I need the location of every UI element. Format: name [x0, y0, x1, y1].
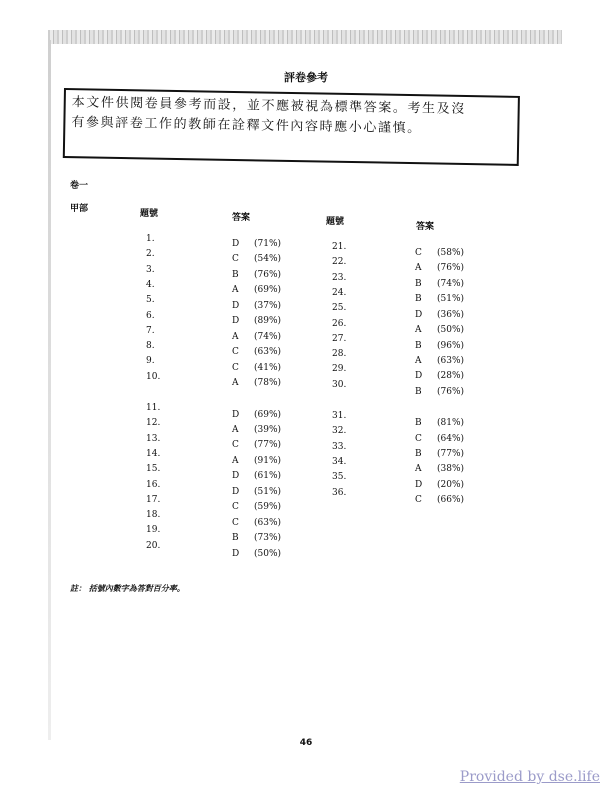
- answer-percentage: (78%): [254, 378, 282, 389]
- answer-letter: C: [232, 254, 239, 265]
- answer-percentage: (73%): [254, 533, 282, 544]
- answer-header-right: 答案: [416, 222, 435, 232]
- answer-entry: [232, 316, 281, 326]
- page-title: 評卷參考: [284, 71, 328, 84]
- question-number: 20.: [146, 540, 161, 551]
- answer-entry: [415, 464, 464, 474]
- answer-entry: [415, 279, 464, 289]
- answer-entry: [415, 356, 464, 366]
- answer-letter: C: [232, 502, 239, 513]
- answer-entry: [232, 440, 281, 450]
- question-number: 30.: [332, 379, 347, 390]
- answer-letter: D: [415, 371, 423, 382]
- question-number: 14.: [146, 448, 161, 459]
- answer-entry: [232, 254, 281, 264]
- answer-letter: B: [232, 269, 239, 280]
- answer-letter: A: [415, 325, 422, 336]
- answer-letter: A: [415, 263, 422, 274]
- answer-entry: [415, 341, 464, 351]
- answer-percentage: (39%): [254, 424, 282, 435]
- answer-entry: [415, 480, 464, 490]
- disclaimer-line-2: 有參與評卷工作的教師在詮釋文件內容時應小心謹慎。: [71, 115, 422, 137]
- answer-letter: D: [232, 316, 240, 327]
- question-number: 3.: [146, 264, 155, 275]
- answer-percentage: (81%): [437, 418, 465, 429]
- question-number: 15.: [146, 464, 161, 475]
- answer-entry: [232, 456, 281, 466]
- answer-letter: B: [232, 533, 239, 544]
- answer-entry: [415, 325, 464, 335]
- answer-entry: [415, 387, 464, 397]
- answer-percentage: (76%): [437, 386, 465, 397]
- answer-letter: D: [232, 300, 240, 311]
- answer-entry: [232, 471, 281, 481]
- question-number: 28.: [332, 349, 347, 360]
- answer-letter: C: [415, 433, 422, 444]
- answer-percentage: (59%): [254, 502, 282, 513]
- answer-letter: D: [232, 471, 240, 482]
- question-number: 10.: [146, 371, 161, 382]
- answer-entry: [232, 285, 281, 295]
- answer-entry: [415, 434, 464, 444]
- question-number: 8.: [146, 341, 155, 352]
- question-number: 24.: [332, 287, 347, 298]
- answer-letter: B: [415, 386, 422, 397]
- answer-percentage: (71%): [254, 239, 282, 249]
- question-number: 2.: [146, 249, 155, 260]
- answer-letter: A: [232, 424, 239, 435]
- question-number: 25.: [332, 303, 347, 314]
- answer-letter: D: [232, 239, 240, 249]
- disclaimer-line-1: 本文件供閱卷員參考而設，並不應被視為標準答案。考生及沒: [71, 95, 467, 118]
- answer-entry: [232, 518, 281, 528]
- answer-entry: [232, 533, 281, 543]
- answer-percentage: (61%): [254, 471, 282, 482]
- answer-percentage: (77%): [437, 449, 465, 460]
- answer-letter: B: [415, 294, 422, 305]
- answer-percentage: (38%): [437, 464, 465, 475]
- answer-entry: [415, 248, 464, 258]
- answer-letter: B: [415, 278, 422, 289]
- answer-percentage: (63%): [254, 347, 282, 358]
- answer-entry: [232, 425, 281, 435]
- answer-letter: A: [415, 355, 422, 366]
- answer-letter: D: [232, 409, 240, 420]
- question-number: 6.: [146, 310, 155, 321]
- answer-entry: [232, 502, 281, 512]
- answer-entry: [232, 487, 281, 497]
- answer-entry: [232, 410, 281, 420]
- answer-letter: A: [415, 464, 422, 475]
- question-number: 13.: [146, 433, 161, 444]
- question-number: 18.: [146, 510, 161, 521]
- answer-entry: [415, 418, 464, 428]
- disclaimer-box: [63, 88, 520, 166]
- answer-percentage: (58%): [437, 248, 465, 258]
- answer-percentage: (69%): [254, 409, 282, 420]
- answer-entry: [232, 363, 281, 373]
- answer-percentage: (51%): [437, 294, 465, 305]
- answer-letter: C: [415, 248, 422, 258]
- scan-edge-left: [48, 40, 51, 740]
- question-number: 1.: [146, 234, 155, 244]
- answer-letter: A: [232, 455, 239, 466]
- answer-percentage: (66%): [437, 495, 465, 506]
- answer-entry: [232, 347, 281, 357]
- answer-percentage: (54%): [254, 254, 282, 265]
- answer-percentage: (50%): [437, 325, 465, 336]
- answer-percentage: (74%): [254, 331, 282, 342]
- answer-percentage: (20%): [437, 479, 465, 490]
- answer-letter: C: [232, 440, 239, 451]
- answer-letter: A: [232, 378, 239, 389]
- question-number: 22.: [332, 257, 347, 268]
- answer-entry: [232, 549, 281, 559]
- question-number: 29.: [332, 364, 347, 375]
- question-number: 35.: [332, 472, 347, 483]
- answer-letter: A: [232, 285, 239, 296]
- paper-label: 卷一: [70, 181, 89, 191]
- answer-letter: A: [232, 331, 239, 342]
- question-number: 5.: [146, 295, 155, 306]
- answer-entry: [415, 310, 464, 320]
- question-number: 9.: [146, 356, 155, 367]
- answer-letter: B: [415, 340, 422, 351]
- answer-letter: D: [232, 548, 240, 559]
- answer-entry: [415, 449, 464, 459]
- answer-entry: [415, 495, 464, 505]
- answer-entry: [232, 301, 281, 311]
- question-number: 11.: [146, 403, 161, 413]
- answer-percentage: (64%): [437, 433, 465, 444]
- answer-percentage: (89%): [254, 316, 282, 327]
- question-number: 16.: [146, 479, 161, 490]
- answer-letter: B: [415, 449, 422, 460]
- answer-percentage: (76%): [437, 263, 465, 274]
- page-number: 46: [299, 738, 313, 748]
- question-number: 12.: [146, 418, 161, 429]
- answer-percentage: (28%): [437, 371, 465, 382]
- question-header-right: 題號: [326, 217, 345, 227]
- answer-percentage: (63%): [254, 517, 282, 528]
- question-number: 32.: [332, 426, 347, 437]
- answer-percentage: (77%): [254, 440, 282, 451]
- footnote: 註： 括號內數字為答對百分率。: [70, 584, 185, 593]
- answer-percentage: (91%): [254, 455, 282, 466]
- answer-letter: C: [415, 495, 422, 506]
- question-number: 26.: [332, 318, 347, 329]
- question-number: 19.: [146, 525, 161, 536]
- answer-entry: [232, 378, 281, 388]
- section-label: 甲部: [70, 204, 89, 214]
- watermark-link[interactable]: Provided by dse.life: [459, 769, 600, 785]
- answer-percentage: (96%): [437, 340, 465, 351]
- answer-letter: B: [415, 418, 422, 429]
- answer-percentage: (41%): [254, 362, 282, 373]
- question-number: 23.: [332, 272, 347, 283]
- question-number: 34.: [332, 456, 347, 467]
- question-number: 36.: [332, 487, 347, 498]
- answer-entry: [232, 270, 281, 280]
- answer-percentage: (76%): [254, 269, 282, 280]
- question-number: 33.: [332, 441, 347, 452]
- answer-percentage: (74%): [437, 278, 465, 289]
- answer-percentage: (51%): [254, 486, 282, 497]
- question-number: 17.: [146, 494, 161, 505]
- answer-percentage: (69%): [254, 285, 282, 296]
- answer-letter: D: [415, 309, 423, 320]
- answer-header-left: 答案: [232, 213, 251, 223]
- answer-percentage: (36%): [437, 309, 465, 320]
- answer-entry: [232, 332, 281, 342]
- answer-letter: D: [232, 486, 240, 497]
- answer-entry: [415, 371, 464, 381]
- answer-letter: C: [232, 362, 239, 373]
- answer-entry: [415, 263, 464, 273]
- question-number: 4.: [146, 279, 155, 290]
- answer-percentage: (50%): [254, 548, 282, 559]
- answer-entry: [415, 294, 464, 304]
- question-number: 21.: [332, 242, 347, 252]
- question-header-left: 題號: [140, 209, 159, 219]
- question-number: 31.: [332, 411, 347, 421]
- answer-entry: [232, 239, 281, 249]
- question-number: 27.: [332, 333, 347, 344]
- scan-edge-top: [48, 30, 562, 44]
- answer-letter: D: [415, 479, 423, 490]
- question-number: 7.: [146, 325, 155, 336]
- answer-percentage: (37%): [254, 300, 282, 311]
- answer-letter: C: [232, 347, 239, 358]
- answer-percentage: (63%): [437, 355, 465, 366]
- answer-letter: C: [232, 517, 239, 528]
